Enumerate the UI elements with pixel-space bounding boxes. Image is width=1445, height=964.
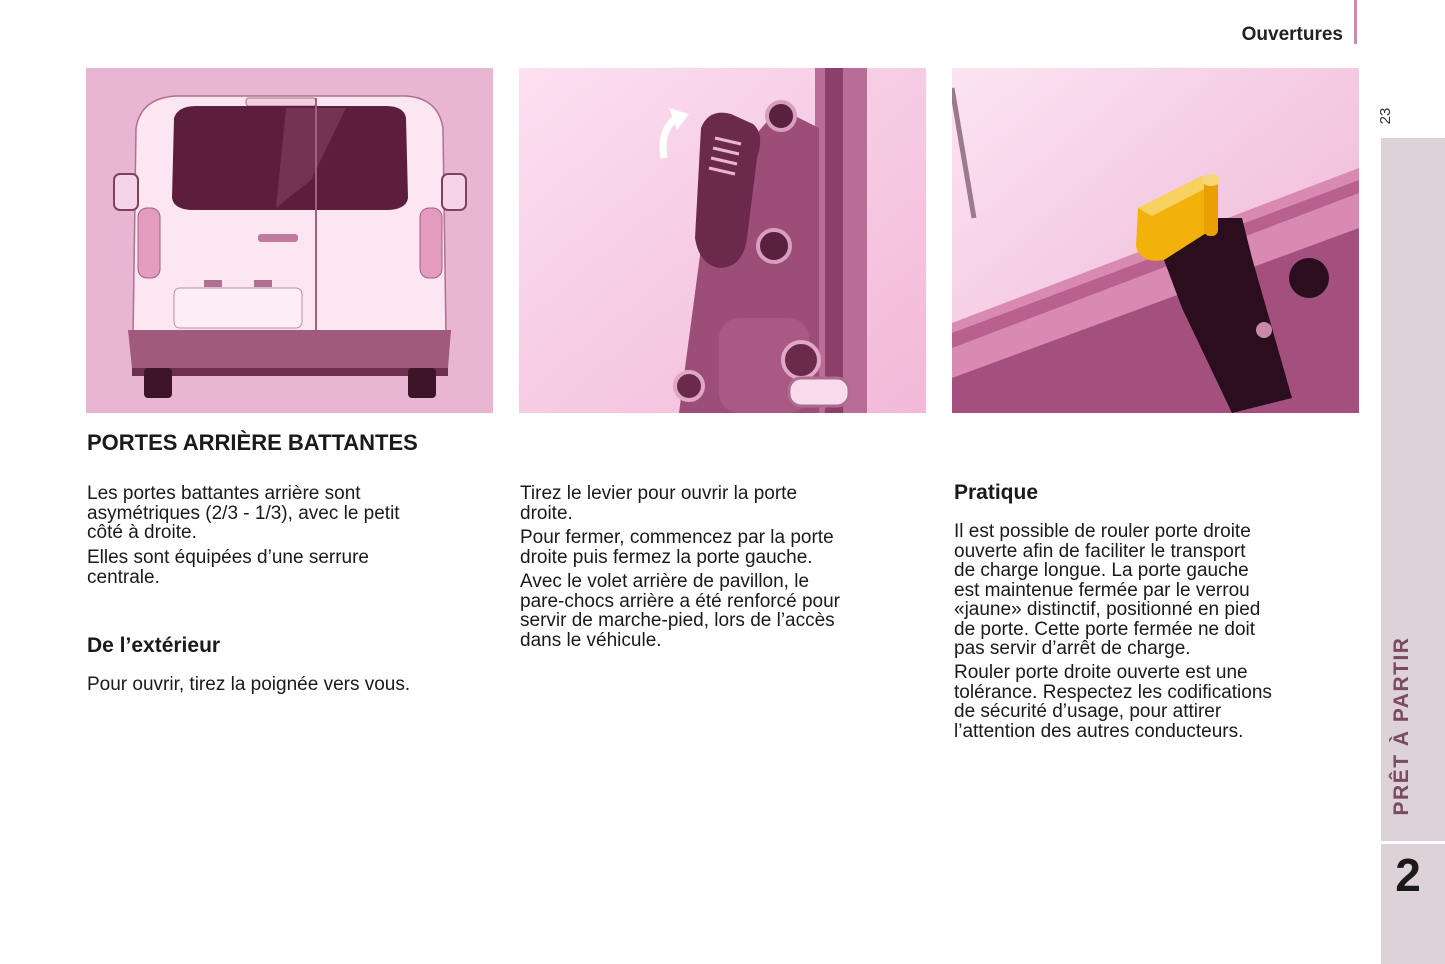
- paragraph: [87, 484, 400, 543]
- yellow-latch-illustration: [952, 68, 1359, 413]
- text-line: Avec le volet arrière de pavillon, le: [520, 571, 810, 592]
- text-line: Tirez le levier pour ouvrir la porte: [520, 483, 798, 504]
- text-line: tolérance. Respectez les codifications: [954, 681, 1272, 703]
- subheading-pratique: Pratique: [954, 481, 1039, 504]
- subheading-exterior: De l’extérieur: [87, 634, 221, 657]
- text-line: servir de marche-pied, lors de l’accès: [520, 610, 835, 631]
- paragraph: [520, 528, 834, 567]
- text-line: Elles sont équipées d’une serrure: [87, 547, 370, 568]
- text-line: est maintenue fermée par le verrou: [954, 579, 1250, 601]
- paragraph: [87, 675, 410, 695]
- section-title: Ouvertures: [1241, 24, 1343, 45]
- text-line: Il est possible de rouler porte droite: [954, 521, 1251, 542]
- paragraph: [520, 572, 840, 650]
- text-line: pare-chocs arrière a été renforcé pour: [520, 590, 840, 612]
- paragraph: [954, 522, 1260, 659]
- text-line: de charge longue. La porte gauche: [954, 560, 1249, 581]
- text-line: de porte. Cette porte fermée ne doit: [954, 618, 1256, 640]
- text-line: Pour ouvrir, tirez la poignée vers vous.: [87, 674, 411, 695]
- text-line: droite puis fermez la porte gauche.: [520, 546, 813, 568]
- text-line: asymétriques (2/3 - 1/3), avec le petit: [87, 502, 400, 524]
- text-line: Rouler porte droite ouverte est une: [954, 662, 1248, 683]
- text-line: Les portes battantes arrière sont: [87, 483, 361, 504]
- page-number: 23: [1377, 107, 1394, 125]
- text-line: côté à droite.: [87, 522, 197, 543]
- text-line: «jaune» distinctif, positionné en pied: [954, 599, 1261, 620]
- lever-illustration: [519, 68, 926, 413]
- text-line: de sécurité d’usage, pour attirer: [954, 701, 1222, 722]
- text-line: ouverte afin de faciliter le transport: [954, 540, 1246, 562]
- text-line: l’attention des autres conducteurs.: [954, 720, 1244, 742]
- paragraph: [520, 484, 797, 523]
- chapter-number: 2: [1395, 849, 1421, 901]
- paragraph: [87, 548, 369, 587]
- text-line: pas servir d’arrêt de charge.: [954, 638, 1191, 659]
- text-line: droite.: [520, 502, 573, 524]
- text-line: dans le véhicule.: [520, 629, 662, 651]
- chapter-tab-label: PRÊT À PARTIR: [1390, 636, 1413, 816]
- text-line: centrale.: [87, 566, 160, 588]
- text-line: Pour fermer, commencez par la porte: [520, 527, 834, 548]
- main-heading: PORTES ARRIÈRE BATTANTES: [87, 430, 418, 455]
- rear-doors-illustration: [86, 68, 493, 413]
- header-divider: [1354, 0, 1357, 44]
- tab-divider: [1381, 841, 1445, 844]
- paragraph: [954, 663, 1272, 741]
